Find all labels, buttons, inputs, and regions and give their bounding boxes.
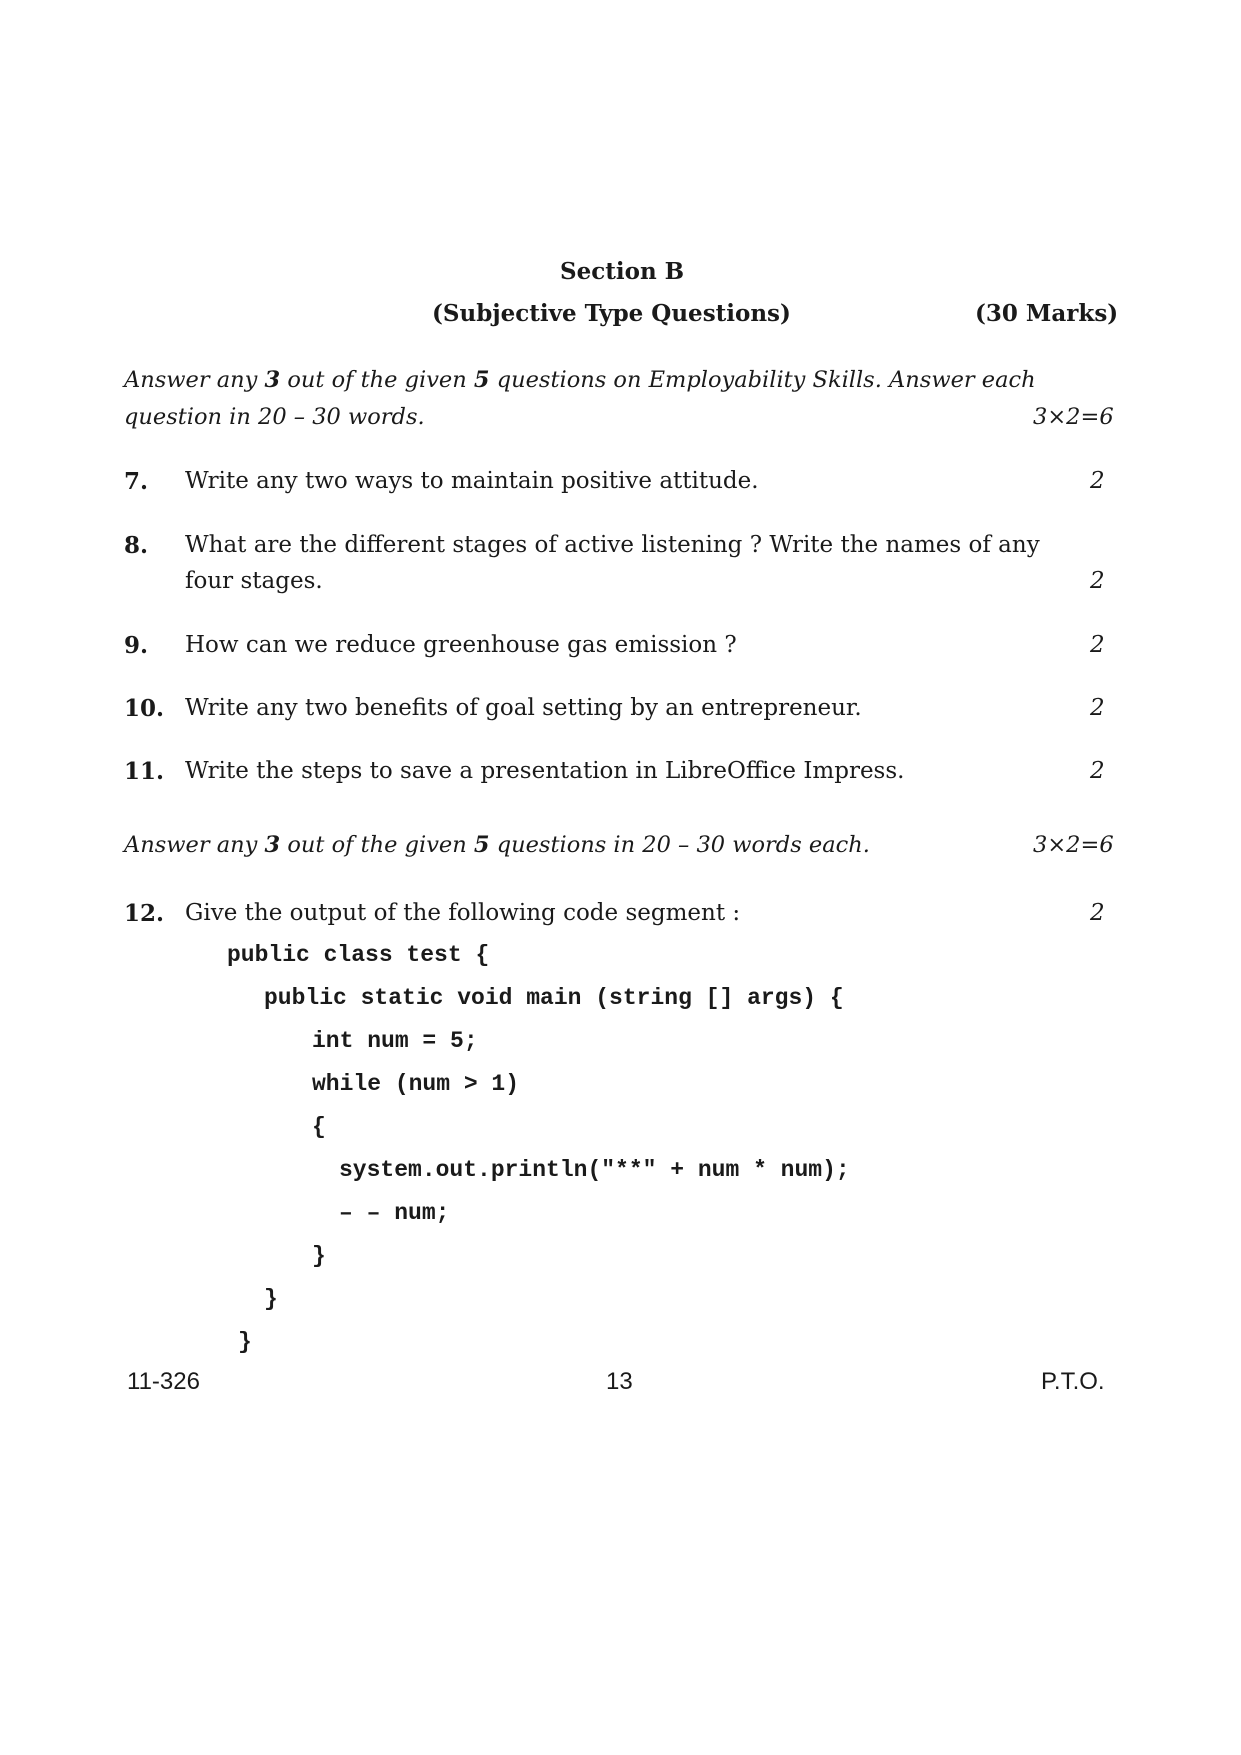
question-text: What are the different stages of active listening ? Write the names of any (185, 532, 1040, 558)
instruction-count: 3 (264, 367, 281, 393)
question-marks: 2 (1090, 568, 1105, 594)
instruction-text: questions in 20 – 30 words each. (489, 832, 870, 858)
question-text: Write any two ways to maintain positive attitude. (185, 468, 759, 494)
instruction-total: 5 (473, 832, 490, 858)
code-line: system.out.println("**" + num * num); (339, 1157, 850, 1183)
question-text-cont: four stages. (185, 568, 323, 594)
instruction-2-marks: 3×2=6 (1033, 832, 1114, 858)
question-number: 12. (124, 900, 165, 927)
instruction-text: questions on Employability Skills. Answer each (489, 367, 1036, 393)
code-line: int num = 5; (312, 1028, 478, 1054)
question-marks: 2 (1090, 758, 1105, 784)
paper-code: 11-326 (127, 1368, 200, 1395)
instruction-text: out of the given (280, 367, 474, 393)
question-marks: 2 (1090, 695, 1105, 721)
section-subtitle: (Subjective Type Questions) (432, 300, 791, 327)
instruction-1-line-1 (124, 367, 1036, 393)
code-line: public static void main (string [] args) { (264, 985, 844, 1011)
question-number: 11. (124, 758, 165, 785)
instruction-text: Answer any (124, 832, 265, 858)
pto-label: P.T.O. (1041, 1368, 1105, 1395)
section-title: Section B (560, 258, 685, 285)
question-marks: 2 (1090, 900, 1105, 926)
section-marks: (30 Marks) (975, 300, 1119, 327)
instruction-1-line-2: question in 20 – 30 words. (124, 404, 425, 430)
instruction-text: Answer any (124, 367, 265, 393)
question-text: Write the steps to save a presentation in LibreOffice Impress. (185, 758, 905, 784)
code-line: while (num > 1) (312, 1071, 520, 1097)
instruction-1-marks: 3×2=6 (1033, 404, 1114, 430)
question-marks: 2 (1090, 632, 1105, 658)
code-line: } (264, 1286, 278, 1312)
instruction-count: 3 (264, 832, 281, 858)
instruction-total: 5 (473, 367, 490, 393)
question-marks: 2 (1090, 468, 1105, 494)
code-line: public class test { (227, 942, 490, 968)
question-number: 9. (124, 632, 149, 659)
code-line: } (312, 1243, 326, 1269)
question-number: 10. (124, 695, 165, 722)
instruction-2 (124, 832, 870, 858)
code-line: } (238, 1329, 252, 1355)
page-number: 13 (606, 1368, 633, 1395)
code-line: – – num; (339, 1200, 450, 1226)
question-number: 7. (124, 468, 149, 495)
question-text: Give the output of the following code segment : (185, 900, 741, 926)
code-line: { (312, 1114, 326, 1140)
question-text: Write any two benefits of goal setting by an entrepreneur. (185, 695, 862, 721)
question-text: How can we reduce greenhouse gas emission ? (185, 632, 737, 658)
instruction-text: out of the given (280, 832, 474, 858)
question-number: 8. (124, 532, 149, 559)
